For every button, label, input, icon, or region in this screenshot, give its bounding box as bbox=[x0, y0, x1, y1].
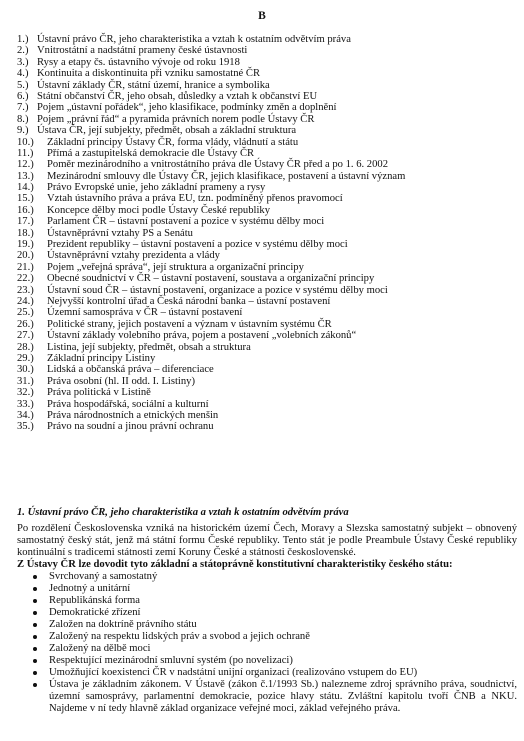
characteristic-item: Založen na doktríně právního státu bbox=[39, 619, 517, 631]
characteristic-item: Svrchovaný a samostatný bbox=[39, 571, 517, 583]
topic-text: Práva osobní (hl. II odd. I. Listiny) bbox=[47, 375, 195, 387]
topic-text: Lidská a občanská práva – diferenciace bbox=[47, 364, 214, 376]
topic-number: 27.) bbox=[17, 330, 34, 342]
topic-item bbox=[17, 330, 517, 341]
topic-item bbox=[17, 193, 517, 204]
topic-text: Listina, její subjekty, předmět, obsah a struktura bbox=[47, 341, 251, 353]
topic-text: Politické strany, jejich postavení a význam v ústavním systému ČR bbox=[47, 318, 332, 330]
topic-number: 31.) bbox=[17, 375, 34, 387]
topic-number: 4.) bbox=[17, 68, 29, 80]
topic-number: 14.) bbox=[17, 182, 34, 194]
characteristic-item: Umožňující koexistenci ČR v nadstátní unijní organizaci (realizováno vstupem do EU) bbox=[39, 667, 517, 679]
page-header-letter: B bbox=[258, 10, 266, 22]
topic-number: 22.) bbox=[17, 273, 34, 285]
topic-item bbox=[17, 182, 517, 193]
topic-text: Ústava ČR, její subjekty, předmět, obsah a základní struktura bbox=[37, 125, 297, 137]
topic-item bbox=[17, 364, 517, 375]
topic-number: 20.) bbox=[17, 250, 34, 262]
topic-number: 35.) bbox=[17, 421, 34, 433]
topic-text: Základní principy Ústavy ČR, forma vlády, vládnutí a státu bbox=[47, 136, 299, 148]
topic-text: Parlament ČR – ústavní postavení a pozice v systému dělby moci bbox=[47, 216, 325, 228]
topic-number: 19.) bbox=[17, 239, 34, 251]
topic-text: Územní samospráva v ČR – ústavní postavení bbox=[47, 307, 243, 319]
topic-item bbox=[17, 307, 517, 318]
topic-text: Mezinárodní smlouvy dle Ústavy ČR, jejich klasifikace, postavení a ústavní význam bbox=[47, 170, 406, 182]
topic-text: Přímá a zastupitelská demokracie dle Ústavy ČR bbox=[47, 147, 255, 159]
topic-item bbox=[17, 228, 517, 239]
characteristic-item: Založený na respektu lidských práv a svobod a jejich ochraně bbox=[39, 631, 517, 643]
topic-text: Nejvyšší kontrolní úřad a Česká národní banka – ústavní postavení bbox=[47, 295, 331, 307]
topic-text: Vztah ústavního práva a práva EU, tzn. podmíněný přenos pravomocí bbox=[47, 193, 343, 205]
topic-text: Ústavní základy volebního práva, pojem a postavení „volebních zákonů“ bbox=[47, 330, 357, 342]
topic-number: 15.) bbox=[17, 193, 34, 205]
topic-item bbox=[17, 137, 517, 148]
topic-item bbox=[17, 125, 517, 136]
characteristic-item: Jednotný a unitární bbox=[39, 583, 517, 595]
topic-item bbox=[17, 410, 517, 421]
topic-text: Obecné soudnictví v ČR – ústavní postavení, soustava a organizační principy bbox=[47, 273, 375, 285]
section-title: 1. Ústavní právo ČR, jeho charakteristika a vztah k ostatním odvětvím práva bbox=[17, 507, 349, 518]
topic-number: 6.) bbox=[17, 90, 29, 102]
topic-item bbox=[17, 171, 517, 182]
topic-number: 21.) bbox=[17, 261, 34, 273]
topic-text: Ústavní právo ČR, jeho charakteristika a vztah k ostatním odvětvím práva bbox=[37, 34, 351, 45]
topic-text: Rysy a etapy čs. ústavního vývoje od roku 1918 bbox=[37, 56, 240, 68]
topic-item bbox=[17, 159, 517, 170]
section-1 bbox=[17, 506, 517, 715]
topic-text: Ústavní soud ČR – ústavní postavení, organizace a pozice v systému dělby moci bbox=[47, 284, 388, 296]
topic-item bbox=[17, 205, 517, 216]
topic-number: 18.) bbox=[17, 227, 34, 239]
topics-list bbox=[17, 34, 517, 433]
topic-text: Práva politická v Listině bbox=[47, 387, 151, 399]
lead-paragraph: Z Ústavy ČR lze dovodit tyto základní a státoprávně konstitutivní charakteristiky českého státu: bbox=[17, 559, 453, 570]
topic-number: 25.) bbox=[17, 307, 34, 319]
topic-item bbox=[17, 399, 517, 410]
topic-text: Právo Evropské unie, jeho základní prameny a rysy bbox=[47, 182, 266, 194]
topic-number: 9.) bbox=[17, 125, 29, 137]
topic-item bbox=[17, 80, 517, 91]
topic-text: Poměr mezinárodního a vnitrostátního práva dle Ústavy ČR před a po 1. 6. 2002 bbox=[47, 159, 388, 171]
topic-item bbox=[17, 239, 517, 250]
topic-text: Koncepce dělby moci podle Ústavy České republiky bbox=[47, 204, 270, 216]
topic-item bbox=[17, 353, 517, 364]
characteristic-item: Demokratické zřízení bbox=[39, 607, 517, 619]
topic-number: 16.) bbox=[17, 204, 34, 216]
topic-item bbox=[17, 68, 517, 79]
topic-number: 32.) bbox=[17, 387, 34, 399]
topic-number: 11.) bbox=[17, 147, 34, 159]
topic-item bbox=[17, 114, 517, 125]
topic-text: Státní občanství ČR, jeho obsah, důsledky a vztah k občanství EU bbox=[37, 90, 318, 102]
topic-text: Ústavní základy ČR, státní území, hranice a symbolika bbox=[37, 79, 270, 91]
topic-item bbox=[17, 102, 517, 113]
topic-item bbox=[17, 319, 517, 330]
characteristic-item: Respektující mezinárodní smluvní systém (po novelizaci) bbox=[39, 655, 517, 667]
topic-text: Pojem „veřejná správa“, její struktura a organizační principy bbox=[47, 261, 304, 273]
topic-text: Práva národnostních a etnických menšin bbox=[47, 409, 219, 421]
topic-item bbox=[17, 273, 517, 284]
topic-number: 5.) bbox=[17, 79, 29, 91]
characteristic-item: Ústava je základním zákonem. V Ústavě (zákon č.1/1993 Sb.) nalezneme zdroj správního práva, soudnictví, územní samosprávy, parlamentní demokracie, pozice hlavy státu. Zvláštní kapitolu tvoří ČNB a NKU. Najdeme v ní tedy hlavně základ organizace veřejné moci, základ veřejného práva. bbox=[39, 679, 517, 715]
characteristics-list bbox=[17, 571, 517, 715]
topic-number: 29.) bbox=[17, 352, 34, 364]
topic-text: Vnitrostátní a nadstátní prameny české ústavnosti bbox=[37, 45, 248, 57]
topic-number: 8.) bbox=[17, 113, 29, 125]
topic-number: 33.) bbox=[17, 398, 34, 410]
topic-item bbox=[17, 387, 517, 398]
topic-item bbox=[17, 285, 517, 296]
topic-number: 13.) bbox=[17, 170, 34, 182]
topic-number: 26.) bbox=[17, 318, 34, 330]
topic-text: Ústavněprávní vztahy PS a Senátu bbox=[47, 227, 193, 239]
topic-number: 12.) bbox=[17, 159, 34, 171]
topic-text: Prezident republiky – ústavní postavení a pozice v systému dělby moci bbox=[47, 239, 348, 251]
characteristic-item: Založený na dělbě moci bbox=[39, 643, 517, 655]
topic-item bbox=[17, 91, 517, 102]
topic-number: 23.) bbox=[17, 284, 34, 296]
topic-number: 10.) bbox=[17, 136, 34, 148]
topic-text: Práva hospodářská, sociální a kulturní bbox=[47, 398, 209, 410]
topic-text: Základní principy Listiny bbox=[47, 352, 156, 364]
topic-number: 1.) bbox=[17, 34, 29, 45]
topic-item bbox=[17, 57, 517, 68]
topic-item bbox=[17, 34, 517, 45]
topic-item bbox=[17, 421, 517, 432]
topic-item bbox=[17, 262, 517, 273]
intro-paragraph: Po rozdělení Československa vzniká na historickém území Čech, Moravy a Slezska samostatný subjekt – obnovený samostatný český stát, jenž má státní formu České republiky. Tento stát je podle Preambule Ústavy České republiky kontinuální s tradicemi státnosti zemí Koruny České a státnosti československé. bbox=[17, 523, 517, 558]
topic-number: 34.) bbox=[17, 409, 34, 421]
topic-number: 28.) bbox=[17, 341, 34, 353]
topic-text: Pojem „právní řád“ a pyramida právních norem podle Ústavy ČR bbox=[37, 113, 315, 125]
topic-text: Právo na soudní a jinou právní ochranu bbox=[47, 421, 214, 433]
topic-number: 30.) bbox=[17, 364, 34, 376]
topic-number: 3.) bbox=[17, 56, 29, 68]
topic-item bbox=[17, 250, 517, 261]
topic-item bbox=[17, 216, 517, 227]
topic-item bbox=[17, 376, 517, 387]
topic-item bbox=[17, 296, 517, 307]
topic-number: 17.) bbox=[17, 216, 34, 228]
topic-item bbox=[17, 342, 517, 353]
topic-number: 24.) bbox=[17, 295, 34, 307]
characteristic-item: Republikánská forma bbox=[39, 595, 517, 607]
topic-item bbox=[17, 148, 517, 159]
topic-number: 2.) bbox=[17, 45, 29, 57]
topic-number: 7.) bbox=[17, 102, 29, 114]
topic-item bbox=[17, 45, 517, 56]
topic-text: Pojem „ústavní pořádek“, jeho klasifikace, podmínky změn a doplnění bbox=[37, 102, 337, 114]
topic-text: Kontinuita a diskontinuita při vzniku samostatné ČR bbox=[37, 68, 261, 80]
topic-text: Ústavněprávní vztahy prezidenta a vlády bbox=[47, 250, 220, 262]
